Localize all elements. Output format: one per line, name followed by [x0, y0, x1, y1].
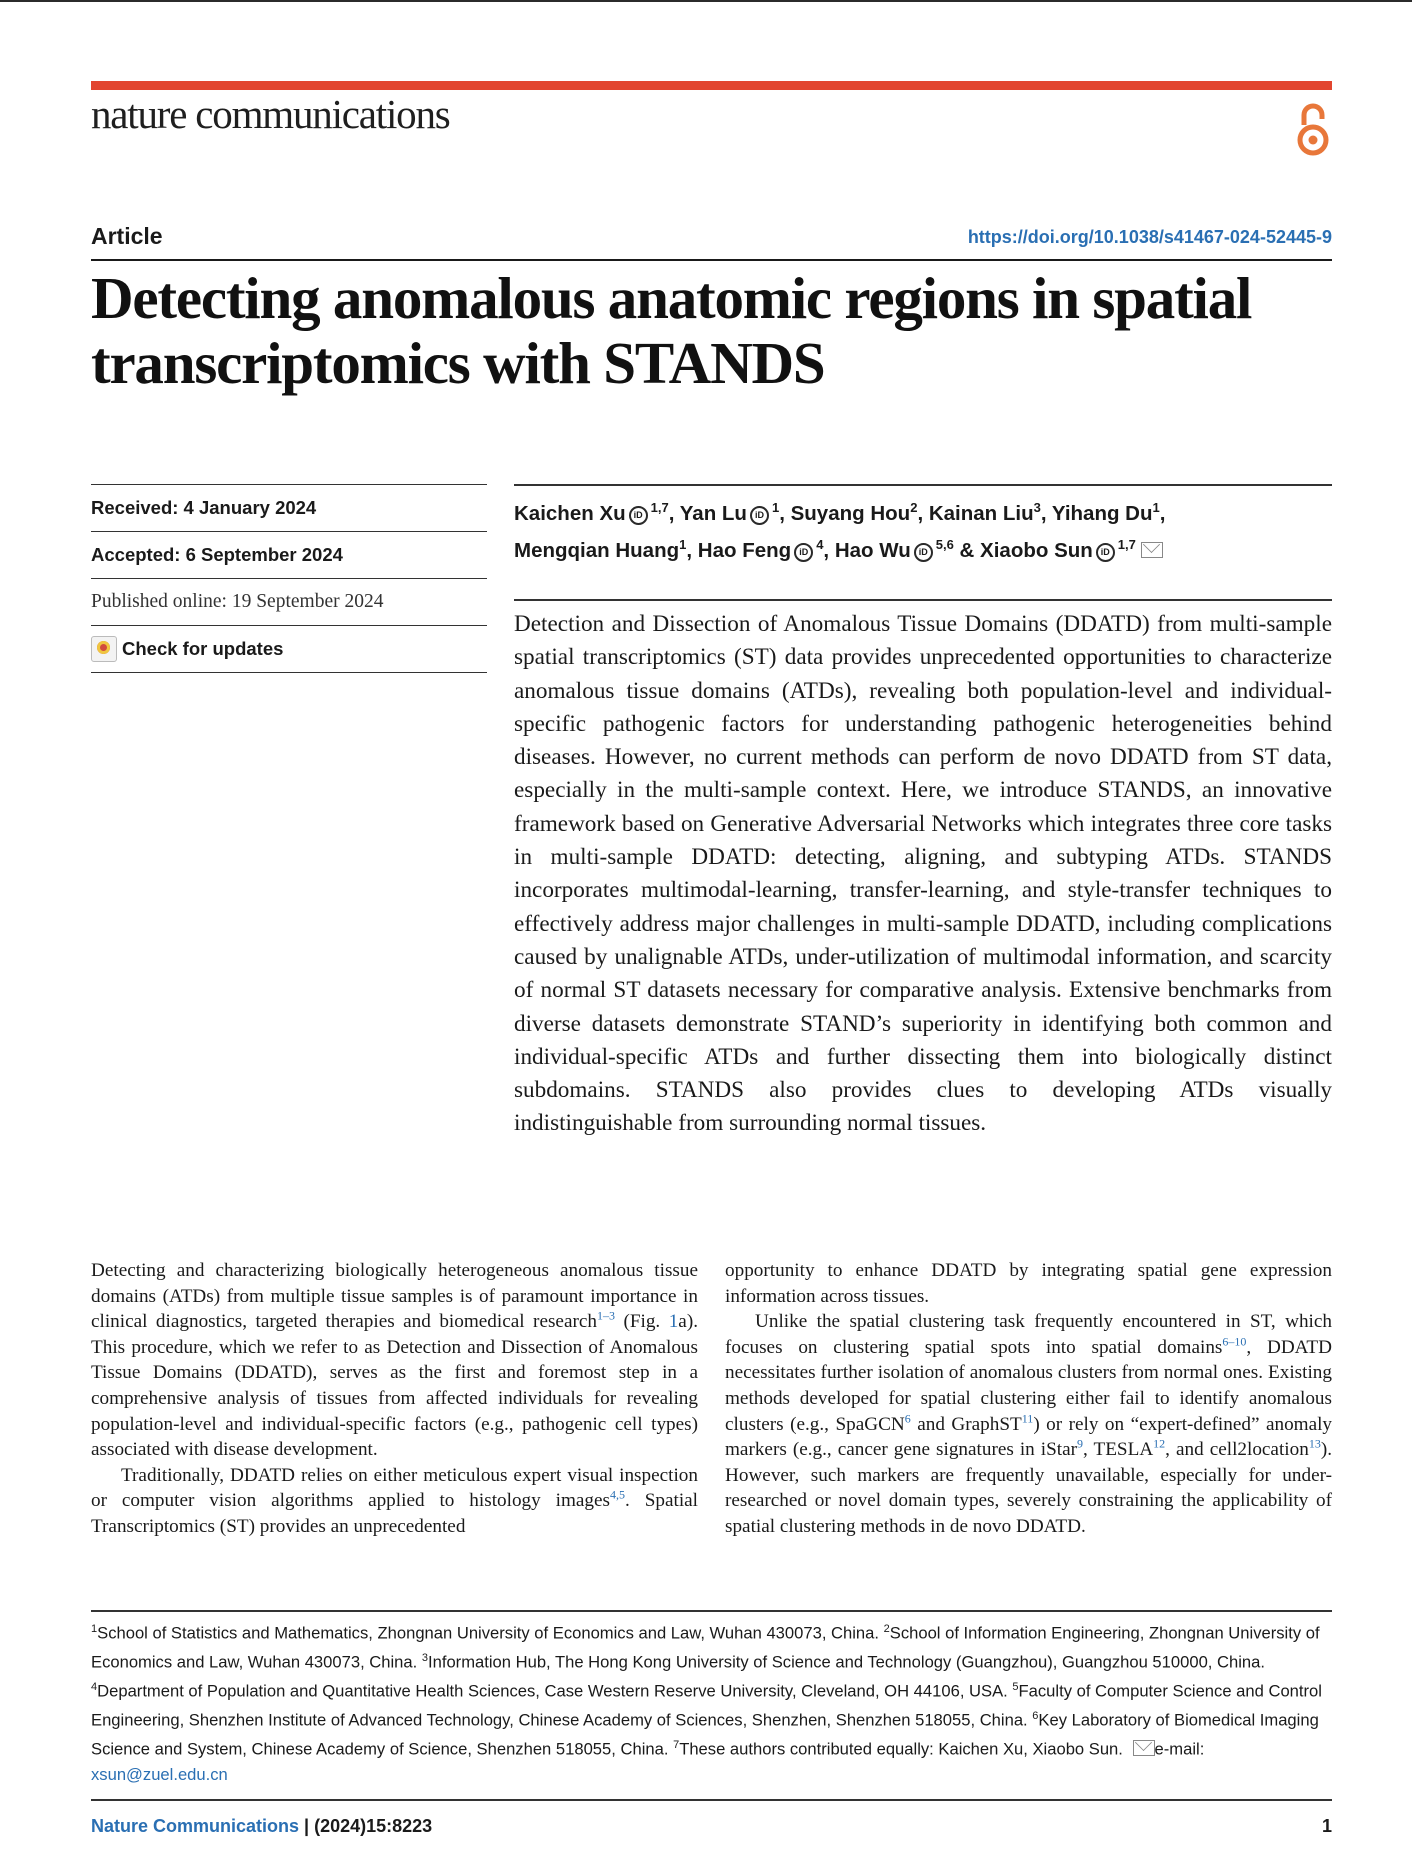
title-rule [91, 259, 1332, 261]
email-link[interactable]: xsun@zuel.edu.cn [91, 1765, 228, 1785]
journal-title: nature communications [91, 91, 450, 137]
author-affiliation: 4 [816, 536, 824, 552]
article-history [91, 484, 487, 673]
check-updates-label: Check for updates [122, 638, 284, 659]
journal-accent-bar [91, 81, 1332, 90]
citation-link[interactable]: 12 [1153, 1436, 1166, 1451]
author-affiliation: 1 [771, 500, 780, 515]
author-name[interactable]: Hao Feng [697, 538, 792, 562]
body-paragraph: Unlike the spatial clustering task frequently encountered in ST, which focuses on clustering spatial spots into spatial domains$^{6-10}$, DDATD necessitates further isolation of anomalous clusters from normal ones. Existing methods developed for spatial clustering either fail to identify anomalous clusters (e.g., SpaGCN$^6$ and GraphST$^{11}$) or rely on “expert-defined” anomaly markers (e.g., cancer gene signatures in iStar$^9$, TESLA$^{12}$, and cell2location$^{13}$). However, such markers are frequently unavailable, especially for under-researched or novel domain types, severely constraining the applicability of spatial clustering methods in de novo DDATD. [725, 1311, 1333, 1537]
orcid-icon[interactable]: iD [1096, 543, 1115, 562]
author-separator: , [668, 501, 680, 525]
author-separator: , [917, 501, 929, 525]
received-date: Received: 4 January 2024 [91, 484, 487, 532]
citation-link[interactable]: 4,5 [610, 1487, 625, 1502]
author-name[interactable]: Kainan Liu [928, 501, 1034, 525]
citation-link[interactable]: 9 [1077, 1436, 1084, 1451]
author-name[interactable]: Mengqian Huang [514, 538, 680, 562]
author-affiliation: 3 [1033, 500, 1041, 515]
authors-rule [514, 484, 1332, 486]
page-number: 1 [1321, 1816, 1332, 1836]
accepted-date: Accepted: 6 September 2024 [91, 532, 487, 579]
citation-link[interactable]: 13 [1308, 1436, 1321, 1451]
author-affiliation: 1 [679, 536, 687, 552]
author-separator: , [1159, 501, 1166, 525]
author-separator: , [686, 538, 698, 562]
abstract-rule [514, 599, 1332, 601]
body-column-right [725, 1258, 1332, 1540]
author-name[interactable]: Kaichen Xu [514, 501, 626, 525]
published-date: Published online: 19 September 2024 [91, 579, 487, 626]
affiliations-rule [91, 1610, 1332, 1612]
footer-citation: Nature Communications | (2024)15:8223 [91, 1816, 433, 1836]
check-for-updates-button[interactable] [91, 626, 487, 673]
body-column-left [91, 1258, 698, 1540]
author-name[interactable]: Suyang Hou [790, 501, 911, 525]
abstract: Detection and Dissection of Anomalous Tissue Domains (DDATD) from multi-sample spatial transcriptomics (ST) data provides unprecedented opportunities to characterize anomalous tissue domains (ATDs), revealing both population-level and individual-specific pathogenic factors for understanding pathogenic heterogeneities behind diseases. However, no current methods can perform de novo DDATD from ST data, especially in the multi-sample context. Here, we introduce STANDS, an innovative framework based on Generative Adversarial Networks which integrates three core tasks in multi-sample DDATD: detecting, aligning, and subtyping ATDs. STANDS incorporates multimodal-learning, transfer-learning, and style-transfer techniques to effectively address major challenges in multi-sample DDATD, including complications caused by unalignable ATDs, under-utilization of multimodal information, and scarcity of normal ST datasets necessary for comparative analysis. Extensive benchmarks from diverse datasets demonstrate STAND’s superiority in identifying both common and individual-specific ATDs and further dissecting them into biologically distinct subdomains. STANDS also provides clues to developing ATDs visually indistinguishable from surrounding normal tissues. [514, 611, 1332, 1137]
figure-link[interactable]: 1 [668, 1311, 679, 1333]
orcid-icon[interactable]: iD [629, 506, 648, 525]
citation-link[interactable]: 6 [904, 1411, 911, 1426]
body-paragraph: Detecting and characterizing biologically heterogeneous anomalous tissue domains (ATDs) from multiple tissue samples is of paramount importance in clinical diagnostics, targeted therapies and biomedical research$^{1-3}$ (Fig. 1a). This procedure, which we refer to as Detection and Dissection of Anomalous Tissue Domains (DDATD), serves as the first and foremost step in a comprehensive analysis of tissues from affected individuals for revealing population-level and individual-specific factors (e.g., pathogenic cell types) associated with disease development. [91, 1260, 698, 1461]
footer-rule [91, 1799, 1332, 1801]
envelope-icon[interactable] [1141, 542, 1163, 558]
orcid-icon[interactable]: iD [750, 506, 769, 525]
author-affiliation: 5,6 [935, 536, 954, 552]
author-affiliation: 1,7 [650, 500, 669, 515]
article-type-label: Article [91, 223, 163, 249]
citation-link[interactable]: 11 [1021, 1411, 1034, 1426]
author-affiliation: 1,7 [1117, 536, 1136, 552]
doi-link[interactable]: https://doi.org/10.1038/s41467-024-52445-9 [967, 227, 1332, 247]
citation-link[interactable]: 6–10 [1222, 1334, 1247, 1349]
body-paragraph: opportunity to enhance DDATD by integrating spatial gene expression information across tissues. [725, 1260, 1332, 1307]
author-affiliation: 2 [910, 500, 918, 515]
author-affiliation: 1 [1152, 500, 1160, 515]
author-list [514, 492, 1332, 566]
envelope-icon [1133, 1740, 1155, 1756]
page-top-rule [0, 0, 1412, 2]
author-name[interactable]: Yan Lu [679, 501, 747, 525]
check-updates-icon [91, 636, 117, 662]
author-name[interactable]: Hao Wu [834, 538, 911, 562]
author-separator: , [779, 501, 791, 525]
orcid-icon[interactable]: iD [914, 543, 933, 562]
author-separator: , [823, 538, 835, 562]
author-name[interactable]: Xiaobo Sun [980, 538, 1093, 562]
author-separator: , [1040, 501, 1052, 525]
affiliations: $^1$School of Statistics and Mathematics, Zhongnan University of Economics and Law, Wuhan 430073, China. $^2$School of Information Engineering, Zhongnan University of Economics and Law, Wuhan 430073, China. $^3$Information Hub, The Hong Kong University of Science and Technology (Guangzhou), Guangzhou 510000, China. $^4$Department of Population and Quantitative Health Sciences, Case Western Reserve University, Cleveland, OH 44106, USA. $^5$Faculty of Computer Science and Control Engineering, Shenzhen Institute of Advanced Technology, Chinese Academy of Sciences, Shenzhen, Shenzhen 518055, China. $^6$Key Laboratory of Biomedical Imaging Science and System, Chinese Academy of Science, Shenzhen 518055, China. $^7$These authors contributed equally: Kaichen Xu, Xiaobo Sun. e-mail: xsun@zuel.edu.cn [91, 1623, 1322, 1785]
body-paragraph: Traditionally, DDATD relies on either meticulous expert visual inspection or computer vision algorithms applied to histology images$^{4,5}$. Spatial Transcriptomics (ST) provides an unprecedented [91, 1464, 698, 1537]
citation-link[interactable]: 1–3 [596, 1308, 615, 1323]
author-separator: & [953, 538, 981, 562]
article-title: Detecting anomalous anatomic regions in spatial transcriptomics with STANDS [91, 265, 1252, 396]
open-access-icon [1294, 100, 1332, 158]
orcid-icon[interactable]: iD [794, 543, 813, 562]
footer-journal-link[interactable]: Nature Communications [91, 1816, 300, 1836]
author-name[interactable]: Yihang Du [1051, 501, 1153, 525]
